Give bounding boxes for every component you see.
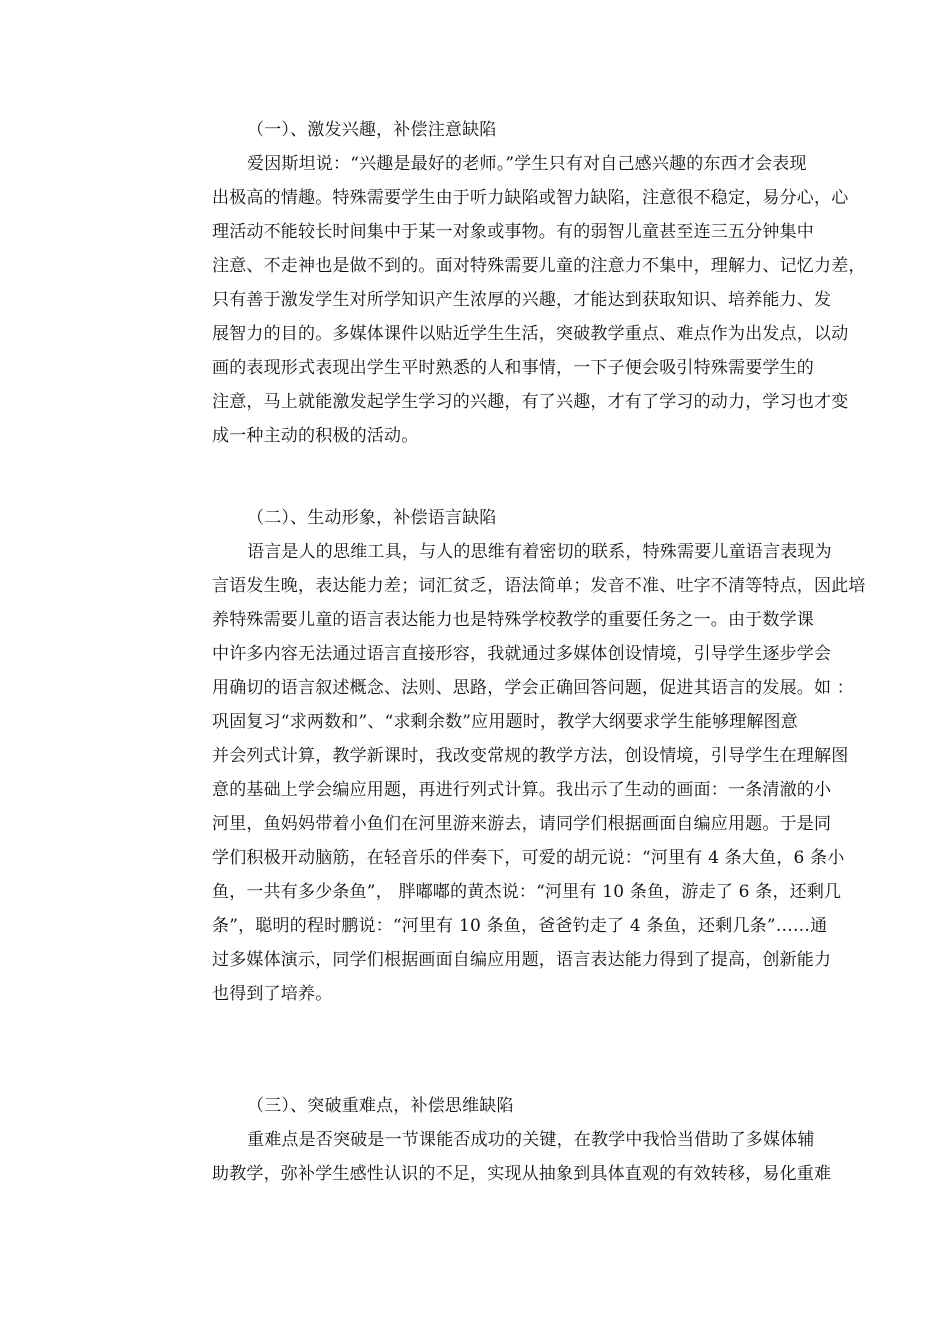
section-heading-2: （二）、生动形象，补偿语言缺陷 <box>247 508 497 528</box>
paragraph-line: 重难点是否突破是一节课能否成功的关键，在教学中我恰当借助了多媒体辅 <box>247 1130 815 1150</box>
paragraph-line: 出极高的情趣。特殊需要学生由于听力缺陷或智力缺陷，注意很不稳定，易分心，心 <box>212 188 849 208</box>
paragraph-line: 成一种主动的积极的活动。 <box>212 426 419 446</box>
paragraph-line: 养特殊需要儿童的语言表达能力也是特殊学校教学的重要任务之一。由于数学课 <box>212 610 814 630</box>
section-heading-3: （三）、突破重难点，补偿思维缺陷 <box>247 1096 514 1116</box>
paragraph-line: 画的表现形式表现出学生平时熟悉的人和事情，一下子便会吸引特殊需要学生的 <box>212 358 814 378</box>
paragraph-line: 助教学，弥补学生感性认识的不足，实现从抽象到具体直观的有效转移，易化重难 <box>212 1164 832 1184</box>
paragraph-line: 巩固复习“求两数和”、“求剩余数”应用题时，教学大纲要求学生能够理解图意 <box>212 712 798 732</box>
paragraph-line: 并会列式计算，教学新课时，我改变常规的教学方法，创设情境，引导学生在理解图 <box>212 746 849 766</box>
paragraph-line: 中许多内容无法通过语言直接形容，我就通过多媒体创设情境，引导学生逐步学会 <box>212 644 832 664</box>
paragraph-line: 河里，鱼妈妈带着小鱼们在河里游来游去，请同学们根据画面自编应用题。于是同 <box>212 814 832 834</box>
paragraph-line: 理活动不能较长时间集中于某一对象或事物。有的弱智儿童甚至连三五分钟集中 <box>212 222 814 242</box>
paragraph-line: 条”，聪明的程时鹏说：“河里有 10 条鱼，爸爸钓走了 4 条鱼，还剩几条”……通 <box>212 916 828 936</box>
paragraph-line: 意的基础上学会编应用题，再进行列式计算。我出示了生动的画面：一条清澈的小 <box>212 780 832 800</box>
paragraph-line: 鱼，一共有多少条鱼”， 胖嘟嘟的黄杰说：“河里有 10 条鱼，游走了 6 条，还剩几 <box>212 882 842 902</box>
paragraph-line: 注意、不走神也是做不到的。面对特殊需要儿童的注意力不集中，理解力、记忆力差， <box>212 256 866 276</box>
paragraph-line: 展智力的目的。多媒体课件以贴近学生生活，突破教学重点、难点作为出发点，以动 <box>212 324 849 344</box>
section-heading-1: （一）、激发兴趣，补偿注意缺陷 <box>247 120 497 140</box>
paragraph-line: 过多媒体演示，同学们根据画面自编应用题，语言表达能力得到了提高，创新能力 <box>212 950 832 970</box>
paragraph-line: 也得到了培养。 <box>212 984 333 1004</box>
paragraph-line: 用确切的语言叙述概念、法则、思路，学会正确回答问题，促进其语言的发展。如 ： <box>212 678 855 698</box>
paragraph-line: 只有善于激发学生对所学知识产生浓厚的兴趣，才能达到获取知识、培养能力、发 <box>212 290 832 310</box>
paragraph-line: 爱因斯坦说：“兴趣是最好的老师。”学生只有对自己感兴趣的东西才会表现 <box>247 154 807 174</box>
paragraph-line: 言语发生晚，表达能力差；词汇贫乏，语法简单；发音不准、吐字不清等特点，因此培 <box>212 576 866 596</box>
paragraph-line: 学们积极开动脑筋，在轻音乐的伴奏下，可爱的胡元说：“河里有 4 条大鱼，6 条小 <box>212 848 845 868</box>
paragraph-line: 语言是人的思维工具，与人的思维有着密切的联系，特殊需要儿童语言表现为 <box>247 542 832 562</box>
paragraph-line: 注意，马上就能激发起学生学习的兴趣，有了兴趣，才有了学习的动力，学习也才变 <box>212 392 849 412</box>
